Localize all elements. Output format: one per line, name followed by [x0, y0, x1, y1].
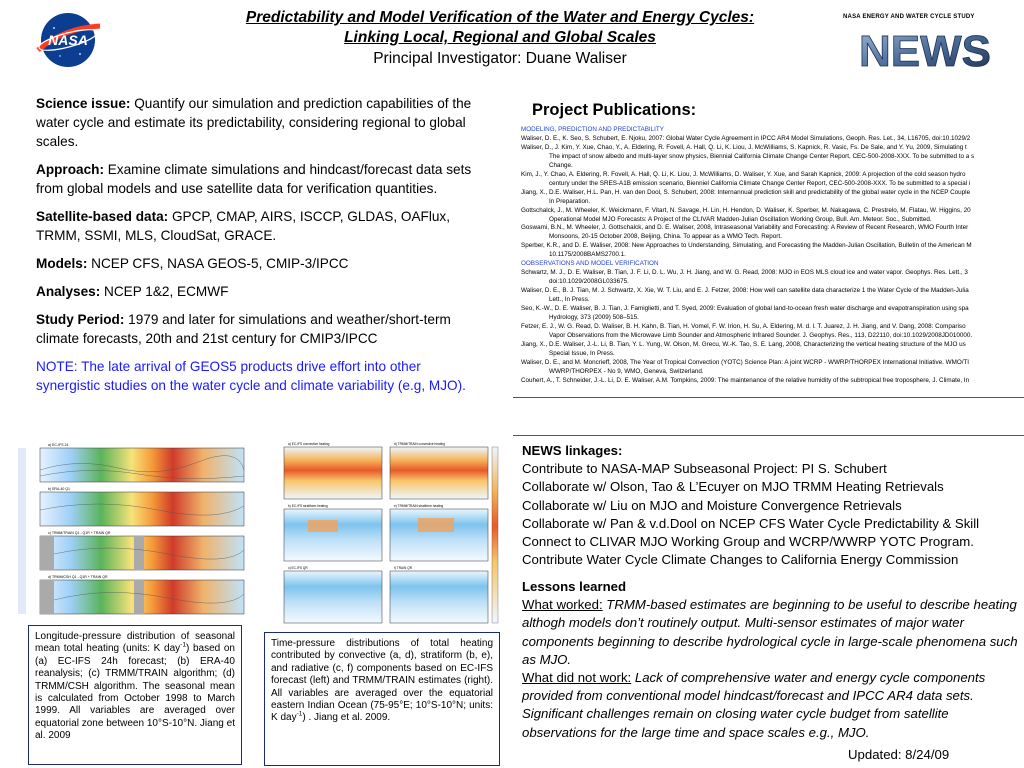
models-label: Models: — [36, 256, 88, 271]
publication-line: Waliser, D. E., K. Seo, S. Schubert, E. Njoku, 2007: Global Water Cycle Agreement in IPCC AR4 Model Simulations, Geoph. Res. Let., 34, L16705, doi:10.1029/2 — [521, 134, 971, 142]
what-did-not-work-label: What did not work: — [522, 670, 632, 686]
publication-line: The impact of snow albedo and multi-layer snow physics, Biennial California Climate Change Center Report, CEC-500-2008-XXX. To be submitted to a s — [549, 152, 975, 160]
publication-line: Change. — [549, 161, 573, 169]
updated-date: Updated: 8/24/09 — [848, 747, 950, 762]
publication-line: In Preparation. — [549, 197, 591, 205]
panel-a — [40, 443, 244, 482]
publication-line: Fetzer, E. J., W. G. Read, D. Waliser, B. H. Kahn, B. Tian, H. Vomel, F. W. Irion, H. Su, A. Eldering, M. d. l. T. Juarez, J. H. Jiang, and V. Dang, 2008: Compariso — [521, 322, 966, 330]
panel-title: d) TRMM/TRAIN convective heating — [394, 442, 445, 446]
models-text: NCEP CFS, NASA GEOS-5, CMIP-3/IPCC — [87, 256, 349, 271]
header — [200, 8, 800, 70]
figure-left-caption — [28, 625, 242, 765]
publication-line: century under the SRES-A1B emission scenario, Bienniel California Climate Change Center Report, CEC-500-2008-XXX. To be submitted to a special i — [549, 179, 971, 187]
publication-line: Vapor Observations from the Microwave Limb Sounder and Atmospheric Infrared Sounder. J. Geophys. Res., 113, D22110, doi:10.1029/2008JD010000. — [549, 331, 973, 339]
note: NOTE: The late arrival of GEOS5 products drive effort into other synergistic studies on the water cycle and climate variability (e.g, MJO). — [36, 359, 466, 393]
publications-title: Project Publications: — [532, 101, 697, 119]
panel-a — [284, 442, 382, 499]
panel-title: d) TRMM/CSH Q1 - Q1R + TRAIN QR — [48, 575, 108, 579]
analyses — [36, 282, 488, 301]
analyses-text: NCEP 1&2, ECMWF — [100, 284, 229, 299]
publication-line: Jiang, X., D.E. Waliser, H.L. Pan, H. van den Dool, S. Schubert, 2008: Internannual prediction skill and predictability of the global water cycle in the NCEP Couple — [521, 188, 971, 196]
satellite-data-text: GPCP, CMAP, AIRS, ISCCP, GLDAS, OAFlux, TRMM, SSMI, MLS, CloudSat, GRACE. — [36, 209, 450, 243]
news-logo-text: NEWS — [859, 27, 991, 72]
satellite-data — [36, 207, 488, 245]
panel-d — [40, 575, 244, 614]
divider — [513, 435, 1024, 436]
caption-text: Time-pressure distributions of total heating contributed by convective (a, d), stratiform (b, e), and radiative (c, f) components based on EC-IFS forecast (left) and TRMM/TRAIN estimates (right). All variables are averaged over the equatorial eastern Indian Ocean (75-95°E; 10°S-10°N; units: K day — [271, 638, 493, 724]
linkages-heading: NEWS linkages: — [522, 443, 623, 458]
panel-title: a) EC-IFS convective heating — [288, 442, 330, 446]
lessons-heading: Lessons learned — [522, 579, 627, 594]
panel-title: c) EC-IFS QR — [288, 566, 308, 570]
news-linkages — [522, 442, 1022, 569]
panel-title: c) TRMM/TRAIN Q1 - Q1R + TRAIN QR — [48, 531, 111, 535]
linkage-item: Collaborate w/ Liu on MJO and Moisture Convergence Retrievals — [522, 497, 902, 513]
publication-line: Couhert, A., T. Schneider, J.-L. Li, D. E. Waliser, A.M. Tompkins, 2009: The maintenance of the relative humidity of the subtropical free troposphere, J. Climate, In — [521, 376, 970, 384]
science-issue — [36, 94, 488, 151]
publication-line: WWRP/THORPEX - No 9, WMO, Geneva, Switzerland. — [549, 367, 704, 375]
publication-line: 10.1175/2008BAMS2700.1. — [549, 251, 626, 259]
analyses-label: Analyses: — [36, 284, 101, 299]
subtitle: Principal Investigator: Duane Waliser — [373, 50, 627, 67]
publication-line: Waliser, D. E., and M. Moncrieff, 2008, The Year of Tropical Convection (YOTC) Science Plan: A joint WCRP - WWRP/THORPEX International Initiative. WMO/TI — [521, 358, 970, 366]
panel-e — [390, 504, 488, 561]
publication-line: Jiang, X., D.E. Waliser, J.-L. Li, B. Tian, Y. L. Yung, W. Olson, M. Grecu, W.-K. Tao, S. E. Lang, 2008, Characterizing the vertical heating structure of the MJO us — [521, 340, 966, 348]
publication-line: Gottschalck, J., M. Wheeler, K. Weickmann, F. Vitart, N. Savage, H. Lin, H. Hendon, D. Waliser, K. Sperber, M. Nakagawa, C. Prestrelo, M. Flatau, W. Higgins, 20 — [521, 206, 971, 214]
what-did-not-work-text: Lack of comprehensive water and energy cycle components provided from conventional model hindcast/forecast and IPCC AR4 data sets. Significant challenges remain on closing water cycle budget from satellite observations for the large time and space scales e.g., MJO. — [522, 670, 986, 740]
publication-line: Waliser, D., J. Kim, Y. Xue, Chao, Y., A. Eldering, R. Fovell, A. Hall, Q. Li, K. Liou, J. McWilliams, S. Kapnick, R. Vasic, Fs. De Sale, and Y. Yu, 2009, Simulating t — [521, 143, 967, 151]
panel-title: b) ERA-40 Q1 — [48, 487, 70, 491]
approach — [36, 160, 488, 198]
figure-right-caption — [264, 632, 500, 766]
news-logo-caption: NASA ENERGY AND WATER CYCLE STUDY — [843, 14, 975, 20]
caption-text: Longitude-pressure distribution of seasonal mean total heating (units: K day — [35, 631, 235, 655]
publication-line: Goswami, B.N., M. Wheeler, J. Gottschalck, and D. E. Waliser, 2008, Intraseasonal Variability and Forecasting: A Review of Recent Research, WMO Fourth Inter — [521, 224, 969, 232]
what-did-not-work — [522, 669, 1022, 742]
news-logo — [840, 12, 1010, 72]
linkage-item: Connect to CLIVAR MJO Working Group and WCRP/WWRP YOTC Program. — [522, 534, 974, 550]
caption-superscript: -1 — [296, 711, 303, 719]
models — [36, 254, 488, 273]
caption-superscript: -1 — [180, 642, 186, 650]
heating-figure-right — [268, 440, 500, 630]
caption-text: ) . Jiang et al. 2009. — [302, 712, 391, 724]
satellite-data-label: Satellite-based data: — [36, 209, 169, 224]
panel-title: a) EC-IFS 24 — [48, 443, 69, 447]
nasa-logo — [34, 10, 104, 70]
title-line-2: Linking Local, Regional and Global Scales — [344, 29, 656, 46]
science-issue-text: Quantify our simulation and prediction capabilities of the water cycle and estimate its predictability, considering regional to global scales. — [36, 96, 472, 149]
panel-d — [390, 442, 488, 499]
title-line-1: Predictability and Model Verification of the Water and Energy Cycles: — [245, 9, 755, 26]
panel-b — [40, 487, 244, 526]
project-summary — [36, 94, 488, 404]
nasa-logo-text: NASA — [48, 32, 88, 48]
what-worked-text: TRMM-based estimates are beginning to be useful to describe heating althogh models don’t routinely output. Multi-sensor estimates of major water components beginning to describe hydrological cycle in large-scale phenomena such as MJO. — [522, 597, 1018, 667]
publication-line: Hydrology, 373 (2009) 508–515. — [549, 314, 639, 322]
publication-line: Monsoons, 20-15 October 2008, Beijing, China. To appear as a WMO Tech. Report. — [549, 233, 782, 241]
linkage-item: Contribute Water Cycle Climate Changes to California Energy Commission — [522, 552, 959, 568]
approach-label: Approach: — [36, 162, 104, 177]
panel-c — [284, 566, 382, 623]
publication-line: Waliser, D. E., B. J. Tian, M. J. Schwartz, X. Xie, W. T. Liu, and E. J. Fetzer, 2008: How well can satellite data characterize 1 the Water Cycle of the Madden-Julia — [521, 287, 969, 295]
study-period-label: Study Period: — [36, 312, 125, 327]
linkage-item: Collaborate w/ Olson, Tao & L’Ecuyer on MJO TRMM Heating Retrievals — [522, 479, 944, 495]
panel-title: e) TRMM/TRAIN stratiform heating — [394, 504, 444, 508]
publication-section-heading: MODELING, PREDICTION AND PREDICTABILITY — [521, 126, 664, 133]
panel-c — [40, 531, 244, 570]
publication-section-heading: OOBSERVATIONS AND MODEL VERIFICATION — [521, 260, 659, 268]
what-worked — [522, 596, 1022, 669]
linkage-item: Contribute to NASA-MAP Subseasonal Project: PI S. Schubert — [522, 461, 887, 477]
heating-figure-left — [18, 440, 254, 622]
publication-line: Special Issue, In Press. — [549, 349, 615, 357]
publication-line: Operational Model MJO Forecasts: A Project of the CLIVAR Madden-Julian Oscillation Working Group, Bull. Am. Meteor. Soc., Submitted. — [549, 215, 932, 223]
publication-line: doi:10.1029/2008GL033675. — [549, 278, 629, 286]
panel-b — [284, 504, 382, 561]
science-issue-label: Science issue: — [36, 96, 131, 111]
lessons-learned — [522, 578, 1022, 742]
approach-text: Examine climate simulations and hindcast/forecast data sets from global models and use satellite data for verification quantities. — [36, 162, 472, 196]
study-period — [36, 310, 488, 348]
caption-text: ) based on (a) EC-IFS 24h forecast; (b) ERA-40 reanalysis; (c) TRMM/TRAIN algorithm; (d) TRMM/CSH algorithm. The seasonal mean is calculated from October 1998 to March 1999. All variables are averaged over equatorial zone between 10°S-10°N. Jiang et al. 2009 — [35, 643, 235, 742]
divider — [513, 397, 1024, 398]
publication-line: Lett., In Press. — [549, 296, 590, 304]
panel-f — [390, 566, 488, 623]
publications-list — [521, 126, 1024, 396]
publication-line: Schwartz, M. J., D. E. Waliser, B. Tian, J. F. Li, D. L. Wu, J. H. Jiang, and W. G. Read, 2008: MJO in EOS MLS cloud ice and water vapor. Geophys. Res. Lett., 3 — [521, 269, 968, 277]
linkage-item: Collaborate w/ Pan & v.d.Dool on NCEP CFS Water Cycle Predictability & Skill — [522, 515, 980, 531]
panel-title: f) TRAIN QR — [394, 566, 413, 570]
publication-line: Kim, J., Y. Chao, A. Eldering, R. Fovell, A. Hall, Q. Li, K. Liou, J. McWilliams, D. Waliser, Y. Xue, and Sarah Kapnick, 2009: A projection of the cold season hydro — [521, 170, 966, 178]
panel-title: b) EC-IFS stratiform heating — [288, 504, 328, 508]
study-period-text: 1979 and later for simulations and weather/short-term climate forecasts, 20th and 21st century for CMIP3/IPCC — [36, 312, 451, 346]
publication-line: Sperber, K.R., and D. E. Waliser, 2008: New Approaches to Understanding, Simulating, and Forecasting the Madden-Julian Oscillation, Bulletin of the American M — [521, 242, 972, 250]
publication-line: Seo, K.-W., D. E. Waliser, B. J. Tian, J. Famiglietti, and T. Syed, 2009: Evaluation of global land-to-ocean fresh water discharge and evapotranspiration using spa — [521, 305, 969, 313]
what-worked-label: What worked: — [522, 597, 603, 613]
